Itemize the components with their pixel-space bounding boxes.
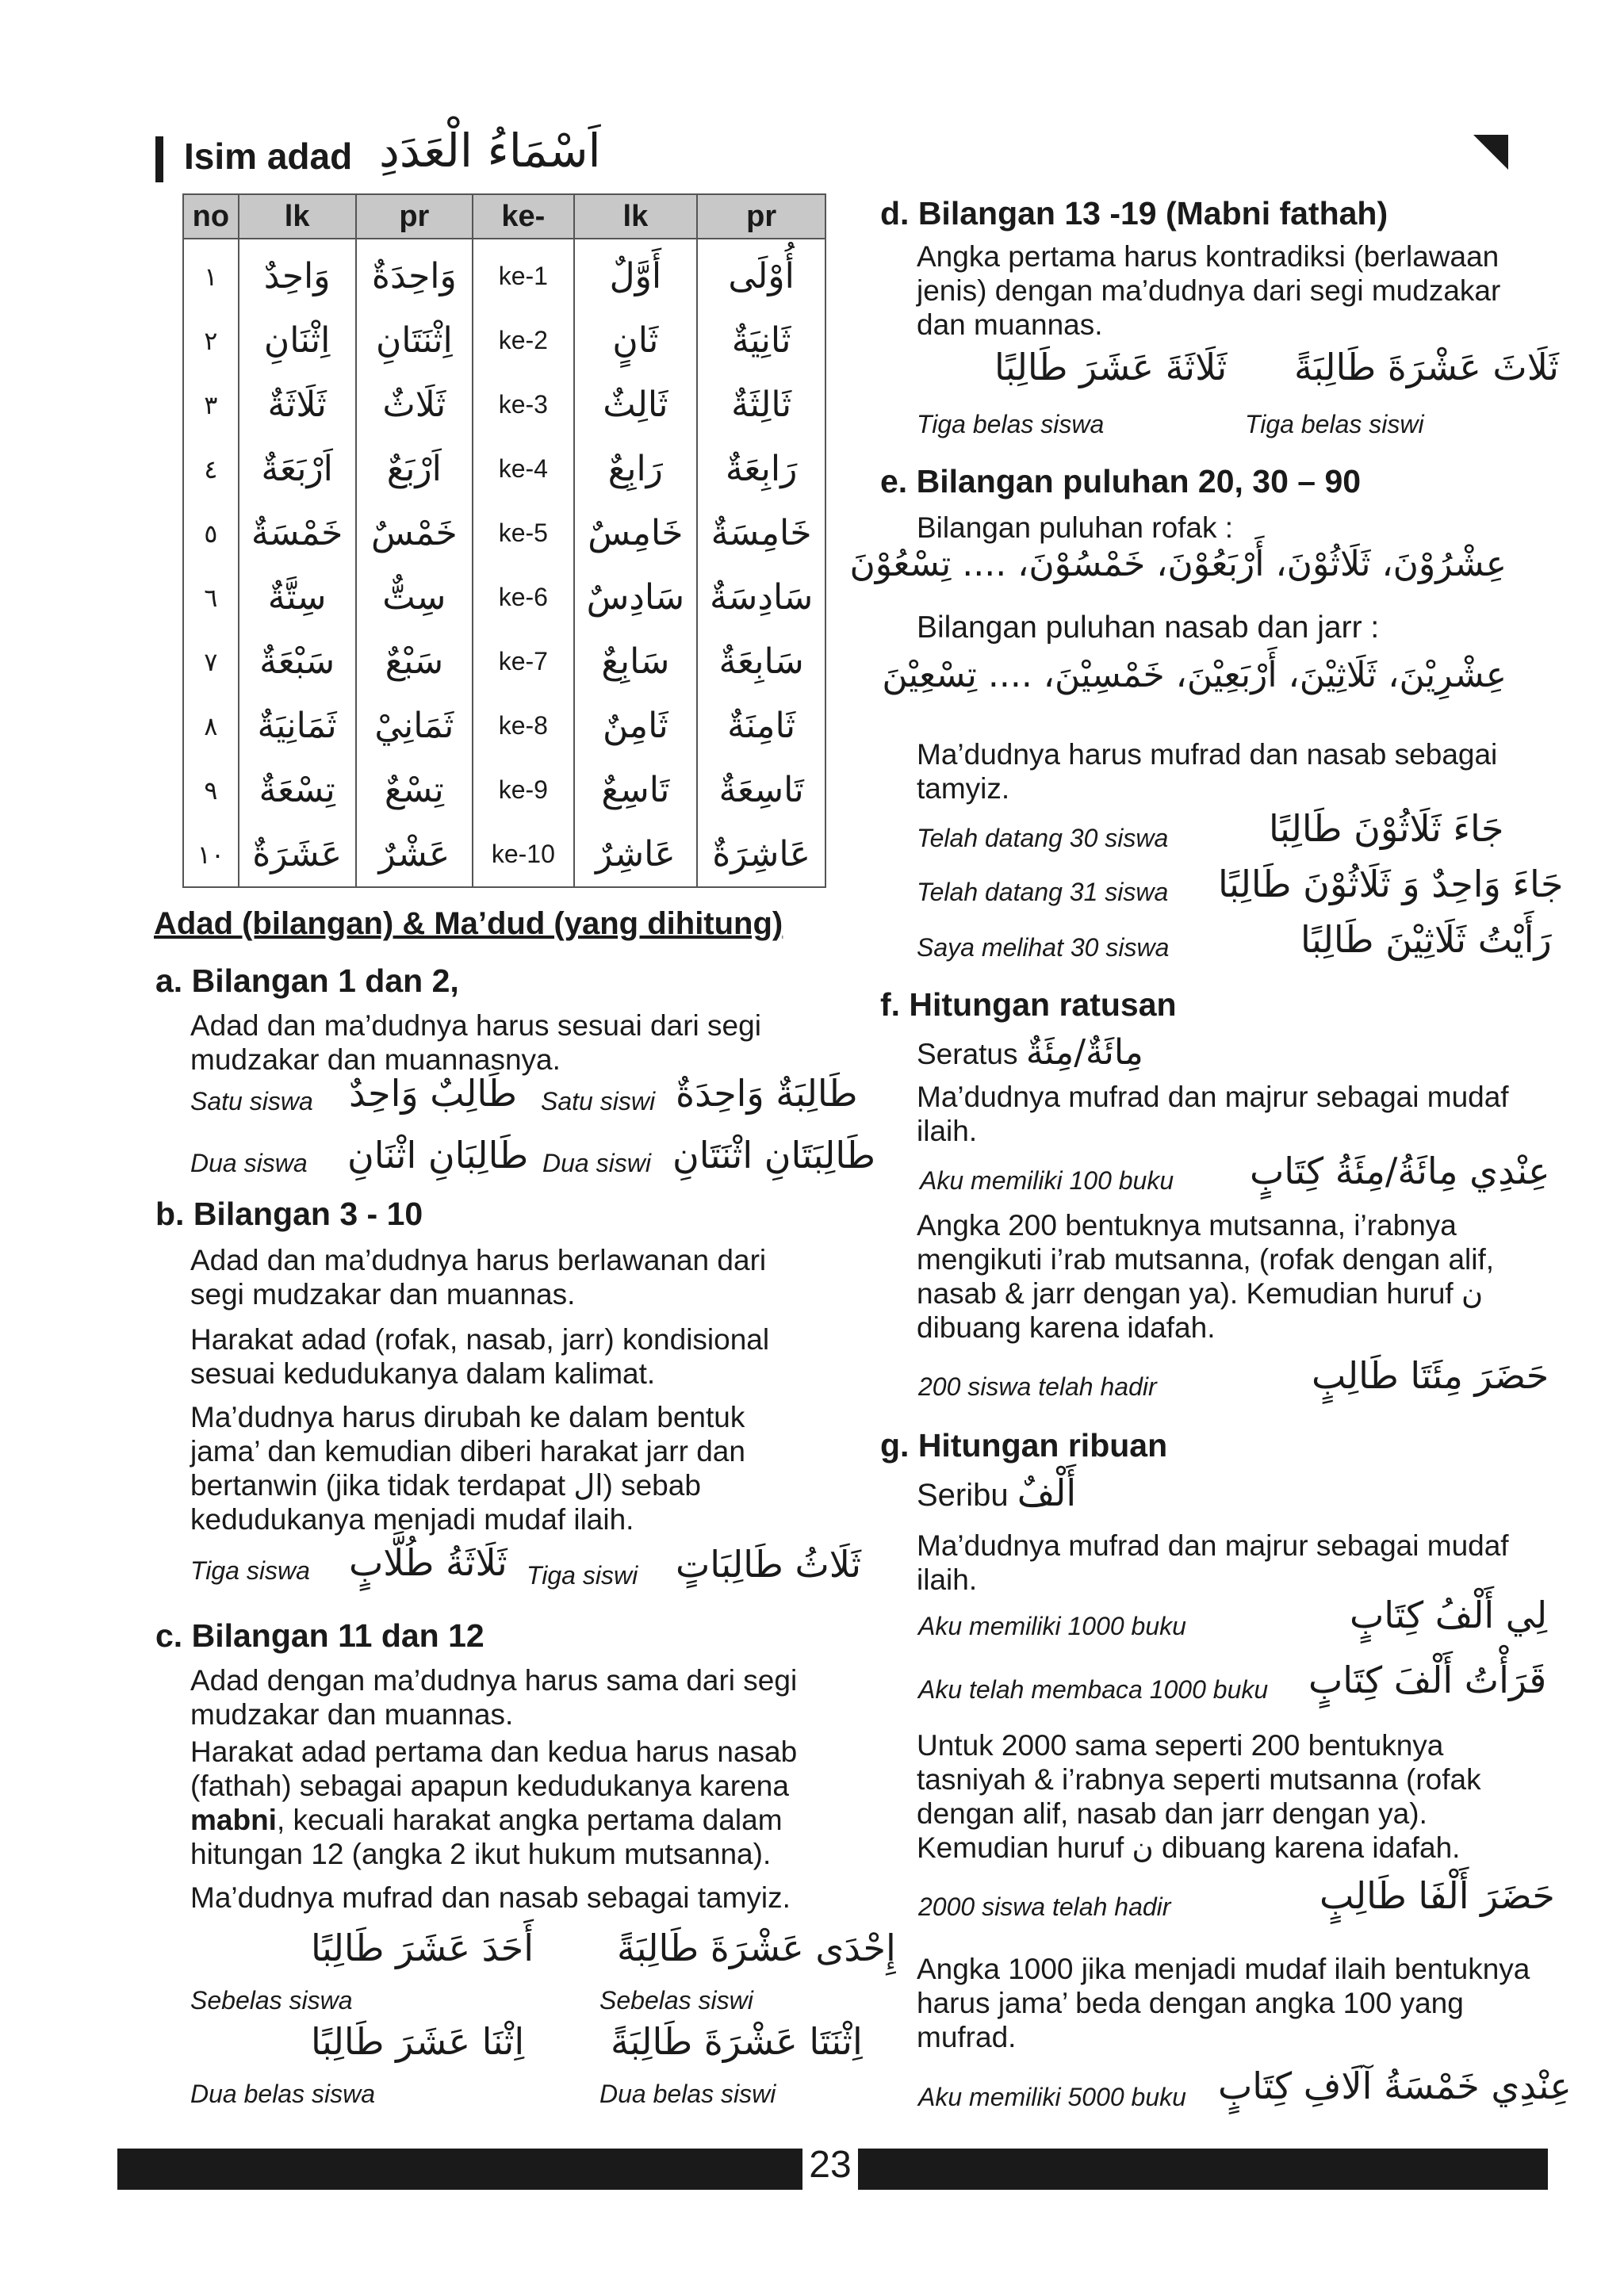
example-arabic: ثَلَاثَ عَشْرَةَ طَالِبَةً <box>1294 346 1559 388</box>
example-label: Aku telah membaca 1000 buku <box>918 1675 1269 1704</box>
section-g-text-1: Seribu أَلْفٌ <box>917 1471 1077 1514</box>
example-arabic: عِنْدِي مِائَةُ/مِئَةُ كِتَابٍ <box>1250 1150 1550 1192</box>
example-label: Tiga belas siswa <box>917 410 1105 438</box>
example-arabic: حَضَرَ أَلْفَا طَالِبٍ <box>1320 1874 1555 1917</box>
inline-arabic: أَلْفٌ <box>1017 1471 1077 1514</box>
cell-lk-ordinal: ثَانٍ <box>574 308 698 373</box>
example-label: Dua siswa <box>190 1149 308 1177</box>
cell-lk: اَرْبَعَةٌ <box>239 437 356 501</box>
example-arabic: ثَلَاثَةُ طُلَّابٍ <box>349 1541 508 1584</box>
section-heading: Adad (bilangan) & Ma’dud (yang dihitung) <box>154 906 783 941</box>
section-e-title: e. Bilangan puluhan 20, 30 – 90 <box>880 463 1362 499</box>
example-arabic: اِثْنَتَا عَشْرَةَ طَالِبَةً <box>611 2020 863 2063</box>
cell-pr: سَبْعٌ <box>356 629 473 694</box>
section-c-text-2: Harakat adad pertama dan kedua harus nasab (fathah) sebagai apapun kedudukanya karena mabni, kecuali harakat angka pertama dalam hitungan 12 (angka 2 ikut hukum mutsanna). <box>190 1735 798 1870</box>
section-f-text-2: Ma’dudnya mufrad dan majrur sebagai mudaf ilaih. <box>917 1081 1509 1147</box>
example-arabic: طَالِبَانِ اثْنَانِ <box>347 1134 529 1177</box>
cell-lk-ordinal: رَابِعٌ <box>574 437 698 501</box>
example-label: Sebelas siswi <box>599 1986 753 2015</box>
cell-ke: ke-6 <box>473 565 573 629</box>
table-row <box>183 758 825 822</box>
cell-pr-ordinal: ثَانِيَةٌ <box>697 308 825 373</box>
cell-no: ٤ <box>183 437 239 501</box>
section-c-text-1: Adad dengan ma’dudnya harus sama dari segi mudzakar dan muannas. <box>190 1664 798 1731</box>
cell-lk: ثَمَانِيَةٌ <box>239 694 356 758</box>
example-arabic: رَأَيْتُ ثَلَاثِيْنَ طَالِبًا <box>1300 918 1552 961</box>
cell-pr-ordinal: سَادِسَةٌ <box>697 565 825 629</box>
section-e-text-3: Ma’dudnya harus mufrad dan nasab sebagai tamyiz. <box>917 738 1498 805</box>
cell-no: ٨ <box>183 694 239 758</box>
example-label: Aku memiliki 1000 buku <box>918 1612 1186 1640</box>
section-f-text-3: Angka 200 bentuknya mutsanna, i’rabnya mengikuti i’rab mutsanna, (rofak dengan alif, nasab & jarr dengan ya). Kemudian huruf ن dibuang karena idafah. <box>917 1209 1495 1344</box>
cell-ke: ke-4 <box>473 437 573 501</box>
example-label: Telah datang 30 siswa <box>917 824 1169 852</box>
example-arabic: اِثْنَا عَشَرَ طَالِبًا <box>311 2020 525 2063</box>
page-title: Isim adad <box>184 136 353 177</box>
cell-pr: تِسْعٌ <box>356 758 473 822</box>
example-label: Tiga belas siswi <box>1245 410 1424 438</box>
section-b-text-3: Ma’dudnya harus dirubah ke dalam bentuk jama’ dan kemudian diberi harakat jarr dan bertanwin (jika tidak terdapat ال) sebab kedudukanya menjadi mudaf ilaih. <box>190 1401 745 1536</box>
cell-lk: ثَلَاثَةٌ <box>239 373 356 437</box>
example-arabic: ثَلَاثَةَ عَشَرَ طَالِبًا <box>994 346 1228 388</box>
cell-pr-ordinal: رَابِعَةٌ <box>697 437 825 501</box>
example-label: Aku memiliki 5000 buku <box>918 2083 1186 2111</box>
example-arabic: ثَلَاثُ طَالِبَاتٍ <box>676 1543 862 1586</box>
cell-ke: ke-9 <box>473 758 573 822</box>
cell-lk-ordinal: عَاشِرٌ <box>574 822 698 887</box>
cell-lk: اِثْنَانِ <box>239 308 356 373</box>
cell-pr: ثَلَاثٌ <box>356 373 473 437</box>
table-header-row <box>183 194 825 239</box>
section-e-text-2: Bilangan puluhan nasab dan jarr : <box>917 610 1380 645</box>
page-number: 23 <box>802 2141 858 2190</box>
example-arabic: جَاءَ ثَلَاثُوْنَ طَالِبًا <box>1269 807 1504 850</box>
cell-pr: سِتٌّ <box>356 565 473 629</box>
table-row <box>183 437 825 501</box>
example-label: Telah datang 31 siswa <box>917 878 1169 906</box>
col-header-lk: lk <box>239 194 356 239</box>
example-label: Saya melihat 30 siswa <box>917 933 1170 962</box>
cell-no: ٥ <box>183 501 239 565</box>
table-row <box>183 629 825 694</box>
cell-pr: خَمْسٌ <box>356 501 473 565</box>
cell-pr: وَاحِدَةٌ <box>356 239 473 308</box>
inline-arabic: مِائَةٌ/مِئَةٌ <box>1025 1032 1143 1073</box>
section-g-title: g. Hitungan ribuan <box>880 1427 1168 1464</box>
cell-ke: ke-10 <box>473 822 573 887</box>
arabic-line-rofak: عِشْرُوْنَ، ثَلَاثُوْنَ، أَرْبَعُوْنَ، خَمْسُوْنَ، .... تِسْعُوْنَ <box>849 544 1507 584</box>
corner-triangle-icon <box>1473 135 1508 170</box>
inline-arabic: ال <box>573 1468 603 1502</box>
cell-pr-ordinal: ثَامِنَةٌ <box>697 694 825 758</box>
cell-pr-ordinal: ثَالِثَةٌ <box>697 373 825 437</box>
table-row <box>183 308 825 373</box>
section-f-text-1: Seratus مِائَةٌ/مِئَةٌ <box>917 1032 1143 1073</box>
cell-pr: عَشْرٌ <box>356 822 473 887</box>
col-header-no: no <box>183 194 239 239</box>
section-b-text-2: Harakat adad (rofak, nasab, jarr) kondisional sesuai kedudukanya dalam kalimat. <box>190 1323 770 1390</box>
number-table <box>182 193 826 888</box>
cell-lk: سِتَّةٌ <box>239 565 356 629</box>
cell-lk-ordinal: ثَالِثٌ <box>574 373 698 437</box>
section-c-text-3: Ma’dudnya mufrad dan nasab sebagai tamyiz. <box>190 1881 791 1914</box>
cell-ke: ke-2 <box>473 308 573 373</box>
arabic-line-nasab: عِشْرِيْنَ، ثَلَاثِيْنَ، أَرْبَعِيْنَ، خَمْسِيْنَ، .... تِسْعِيْنَ <box>882 655 1507 695</box>
example-arabic: أَحَدَ عَشَرَ طَالِبًا <box>311 1927 534 1969</box>
cell-no: ١ <box>183 239 239 308</box>
example-arabic: قَرَأْتُ أَلْفَ كِتَابٍ <box>1308 1659 1547 1701</box>
example-arabic: جَاءَ وَاحِدٌ وَ ثَلَاثُوْنَ طَالِبًا <box>1218 863 1564 905</box>
col-header-ke: ke- <box>473 194 573 239</box>
title-marker <box>155 136 163 182</box>
section-a-text: Adad dan ma’dudnya harus sesuai dari segi mudzakar dan muannasnya. <box>190 1009 761 1076</box>
cell-lk-ordinal: ثَامِنٌ <box>574 694 698 758</box>
example-label: Dua siswi <box>542 1149 651 1177</box>
section-b-text-1: Adad dan ma’dudnya harus berlawanan dari segi mudzakar dan muannas. <box>190 1244 767 1311</box>
table-row <box>183 501 825 565</box>
cell-no: ١٠ <box>183 822 239 887</box>
cell-lk-ordinal: أَوَّلٌ <box>574 239 698 308</box>
cell-pr-ordinal: أُوْلَى <box>697 239 825 308</box>
example-label: Dua belas siswa <box>190 2080 375 2108</box>
example-label: Dua belas siswi <box>599 2080 776 2108</box>
table-row <box>183 822 825 887</box>
section-b-title: b. Bilangan 3 - 10 <box>155 1196 423 1232</box>
table-row <box>183 373 825 437</box>
inline-arabic: ن <box>1132 1831 1154 1865</box>
cell-lk: تِسْعَةٌ <box>239 758 356 822</box>
example-arabic: إِحْدَى عَشْرَةَ طَالِبَةً <box>617 1927 896 1969</box>
cell-pr: اِثْنَتَانِ <box>356 308 473 373</box>
cell-lk: سَبْعَةٌ <box>239 629 356 694</box>
table-row <box>183 565 825 629</box>
example-label: Satu siswi <box>541 1087 656 1115</box>
cell-no: ٧ <box>183 629 239 694</box>
cell-lk: وَاحِدٌ <box>239 239 356 308</box>
table-row <box>183 239 825 308</box>
col-header-lk-ordinal: lk <box>574 194 698 239</box>
section-g-text-2: Ma’dudnya mufrad dan majrur sebagai mudaf ilaih. <box>917 1529 1509 1596</box>
example-label: Tiga siswi <box>527 1561 638 1590</box>
col-header-pr-ordinal: pr <box>697 194 825 239</box>
section-d-text: Angka pertama harus kontradiksi (berlawaan jenis) dengan ma’dudnya dari segi mudzakar dan muannas. <box>917 240 1501 341</box>
cell-pr: اَرْبَعٌ <box>356 437 473 501</box>
section-d-title: d. Bilangan 13 -19 (Mabni fathah) <box>880 195 1388 232</box>
example-label: 2000 siswa telah hadir <box>918 1892 1171 1921</box>
page-title-arabic: اَسْمَاءُ الْعَدَدِ <box>379 124 601 178</box>
example-label: Tiga siswa <box>190 1556 310 1585</box>
section-g-text-3: Untuk 2000 sama seperti 200 bentuknya tasniyah & i’rabnya seperti mutsanna (rofak dengan alif, nasab dan jarr dengan ya). Kemudian huruf ن dibuang karena idafah. <box>917 1729 1481 1865</box>
cell-pr-ordinal: سَابِعَةٌ <box>697 629 825 694</box>
cell-no: ٣ <box>183 373 239 437</box>
cell-lk-ordinal: تَاسِعٌ <box>574 758 698 822</box>
cell-ke: ke-3 <box>473 373 573 437</box>
cell-no: ٢ <box>183 308 239 373</box>
cell-lk-ordinal: سَادِسٌ <box>574 565 698 629</box>
cell-lk: خَمْسَةٌ <box>239 501 356 565</box>
example-label: Satu siswa <box>190 1087 313 1115</box>
cell-pr-ordinal: خَامِسَةٌ <box>697 501 825 565</box>
section-f-title: f. Hitungan ratusan <box>880 986 1177 1023</box>
cell-ke: ke-1 <box>473 239 573 308</box>
section-e-text-1: Bilangan puluhan rofak : <box>917 511 1234 544</box>
cell-ke: ke-8 <box>473 694 573 758</box>
cell-pr: ثَمَانِيْ <box>356 694 473 758</box>
cell-lk-ordinal: سَابِعٌ <box>574 629 698 694</box>
example-arabic: طَالِبٌ وَاحِدٌ <box>349 1072 518 1115</box>
example-arabic: طَالِبَتَانِ اثْنَتَانِ <box>672 1134 875 1177</box>
example-label: 200 siswa telah hadir <box>918 1372 1157 1401</box>
example-arabic: طَالِبَةٌ وَاحِدَةٌ <box>676 1072 858 1115</box>
cell-no: ٩ <box>183 758 239 822</box>
cell-pr-ordinal: تَاسِعَةٌ <box>697 758 825 822</box>
example-label: Sebelas siswa <box>190 1986 353 2015</box>
example-arabic: لِي أَلْفُ كِتَابٍ <box>1350 1594 1548 1636</box>
example-arabic: حَضَرَ مِئَتَا طَالِبٍ <box>1312 1354 1549 1397</box>
section-g-text-4: Angka 1000 jika menjadi mudaf ilaih bentuknya harus jama’ beda dengan angka 100 yang mufrad. <box>917 1953 1530 2053</box>
cell-ke: ke-7 <box>473 629 573 694</box>
cell-ke: ke-5 <box>473 501 573 565</box>
section-c-title: c. Bilangan 11 dan 12 <box>155 1617 485 1654</box>
example-label: Aku memiliki 100 buku <box>920 1166 1174 1195</box>
inline-arabic: ن <box>1461 1276 1484 1311</box>
section-a-title: a. Bilangan 1 dan 2, <box>155 962 459 999</box>
example-arabic: عِنْدِي خَمْسَةُ آلَافِ كِتَابٍ <box>1218 2064 1572 2107</box>
cell-no: ٦ <box>183 565 239 629</box>
cell-pr-ordinal: عَاشِرَةٌ <box>697 822 825 887</box>
table-row <box>183 694 825 758</box>
col-header-pr: pr <box>356 194 473 239</box>
cell-lk: عَشَرَةٌ <box>239 822 356 887</box>
cell-lk-ordinal: خَامِسٌ <box>574 501 698 565</box>
